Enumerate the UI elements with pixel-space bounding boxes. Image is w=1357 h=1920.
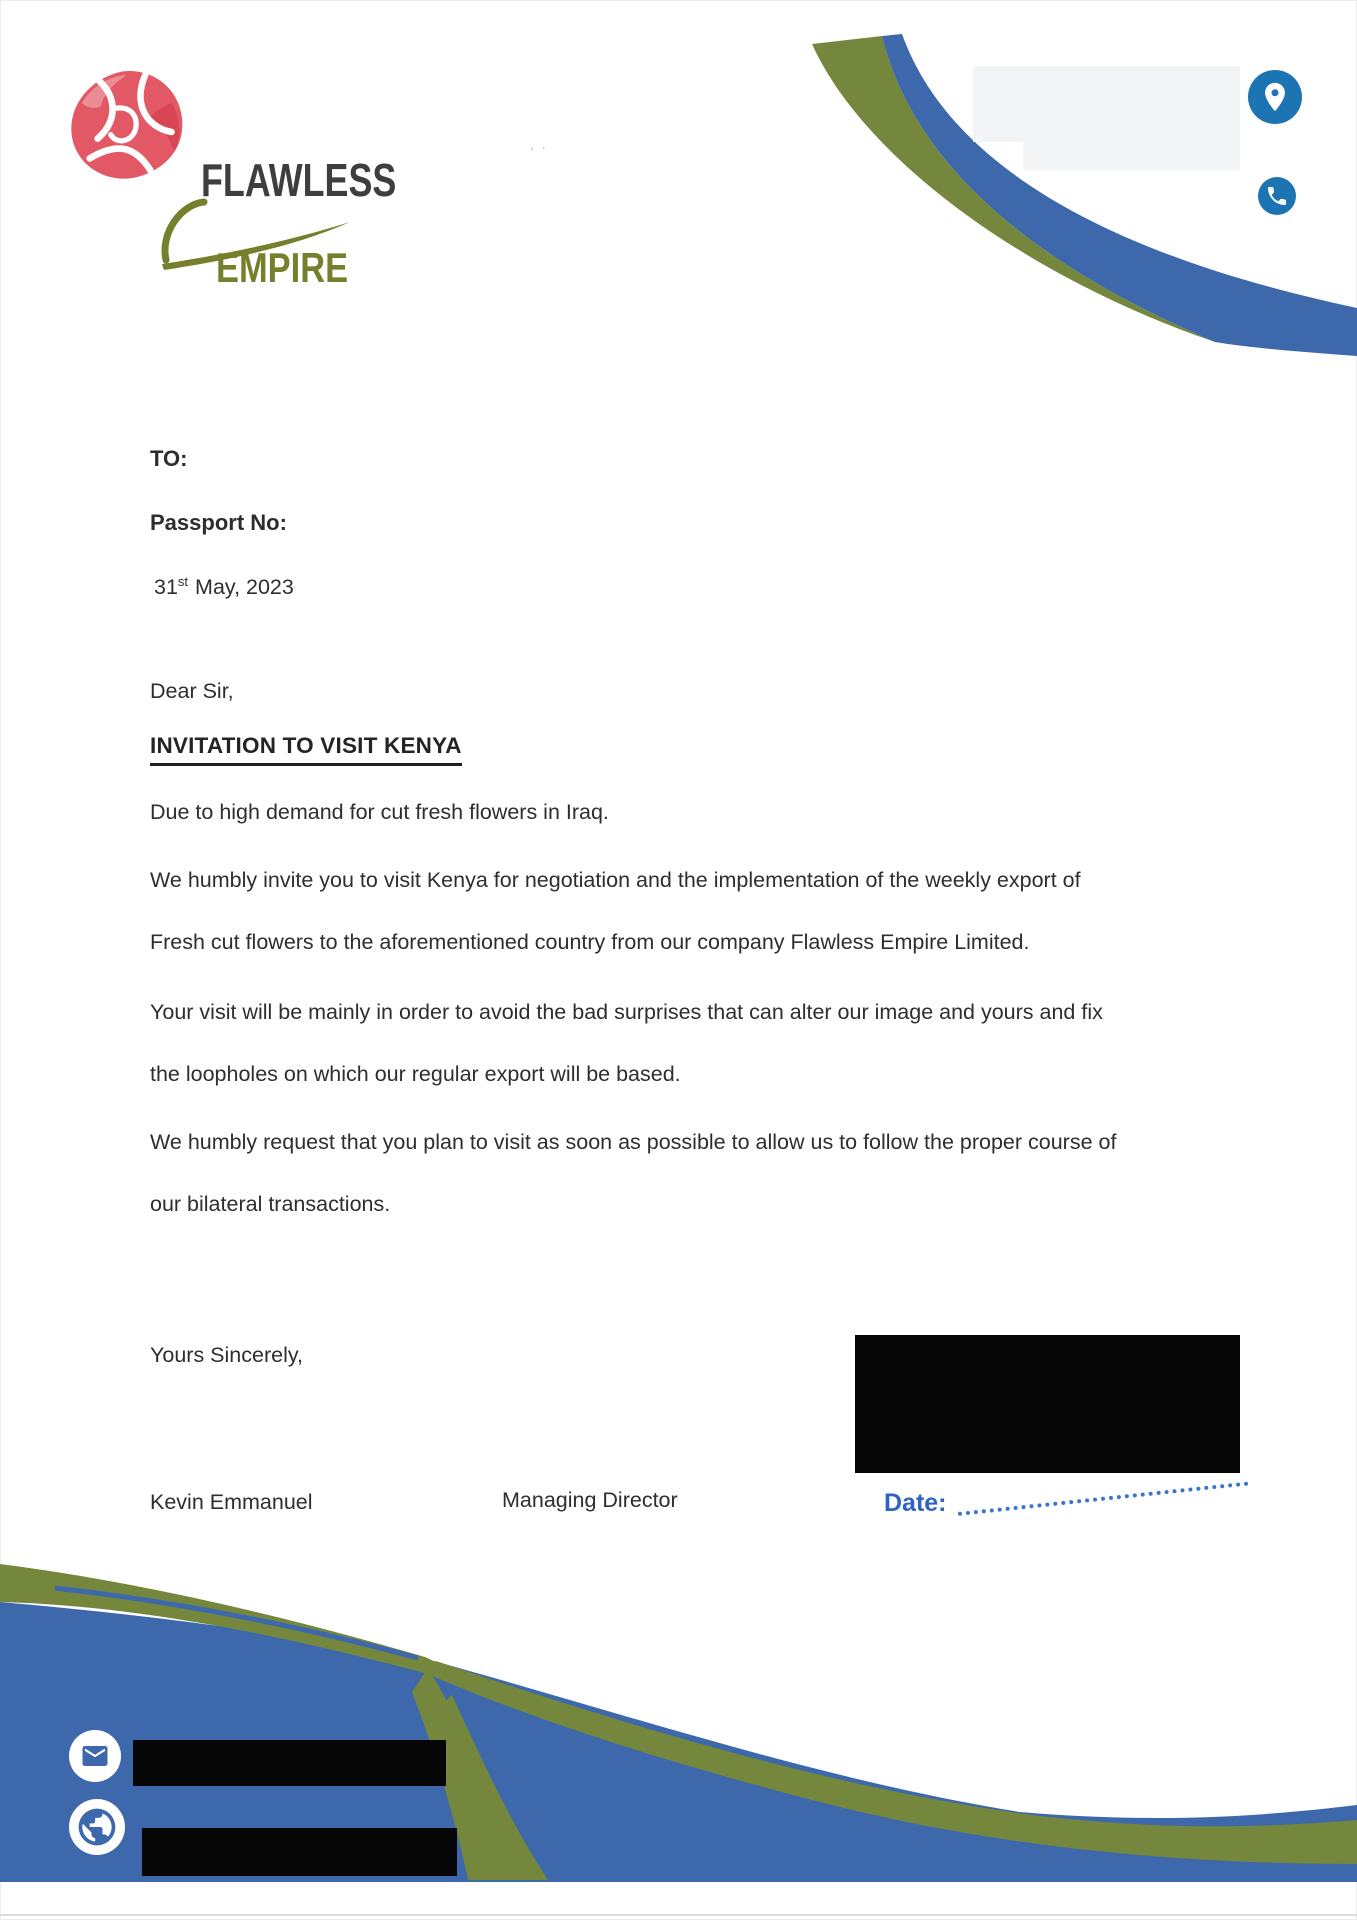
scan-artifact: , . (530, 136, 548, 152)
letter-date (154, 574, 294, 600)
subject-line: INVITATION TO VISIT KENYA (150, 733, 462, 766)
body-line: Due to high demand for cut fresh flowers in Iraq. (150, 800, 609, 824)
passport-label: Passport No: (150, 510, 287, 535)
closing-line: Yours Sincerely, (150, 1343, 303, 1367)
scan-edge-line (0, 1914, 1357, 1916)
body-line: We humbly invite you to visit Kenya for negotiation and the implementation of the weekly export of (150, 868, 1081, 892)
logo-word-empire: EMPIRE (216, 244, 349, 291)
phone-icon (1258, 177, 1296, 215)
body-line: We humbly request that you plan to visit as soon as possible to allow us to follow the proper course of (150, 1130, 1117, 1154)
body-line: Fresh cut flowers to the aforementioned country from our company Flawless Empire Limited. (150, 930, 1030, 954)
address-redaction-block-2 (1023, 142, 1240, 170)
salutation: Dear Sir, (150, 679, 234, 703)
signatory-name: Kevin Emmanuel (150, 1490, 313, 1514)
rose-logo-icon (58, 62, 190, 202)
date-label: Date: (884, 1489, 947, 1517)
website-redaction-bar (142, 1828, 457, 1876)
email-redaction-bar (133, 1740, 446, 1786)
date-rest: May, 2023 (195, 575, 294, 600)
globe-icon (69, 1799, 125, 1855)
body-line: Your visit will be mainly in order to avoid the bad surprises that can alter our image and yours and fix (150, 1000, 1103, 1024)
body-line: the loopholes on which our regular export will be based. (150, 1062, 681, 1086)
date-dotted-line (958, 1481, 1249, 1516)
body-line: our bilateral transactions. (150, 1192, 391, 1216)
date-day: 31 (154, 575, 178, 600)
to-label: TO: (150, 446, 188, 471)
logo-word-flawless: FLAWLESS (201, 154, 397, 206)
date-ordinal: st (177, 574, 189, 589)
address-redaction-block (973, 66, 1240, 142)
location-pin-icon (1248, 70, 1302, 124)
signatory-title: Managing Director (502, 1488, 678, 1512)
signature-redaction-block (855, 1335, 1240, 1473)
email-icon (69, 1730, 121, 1782)
